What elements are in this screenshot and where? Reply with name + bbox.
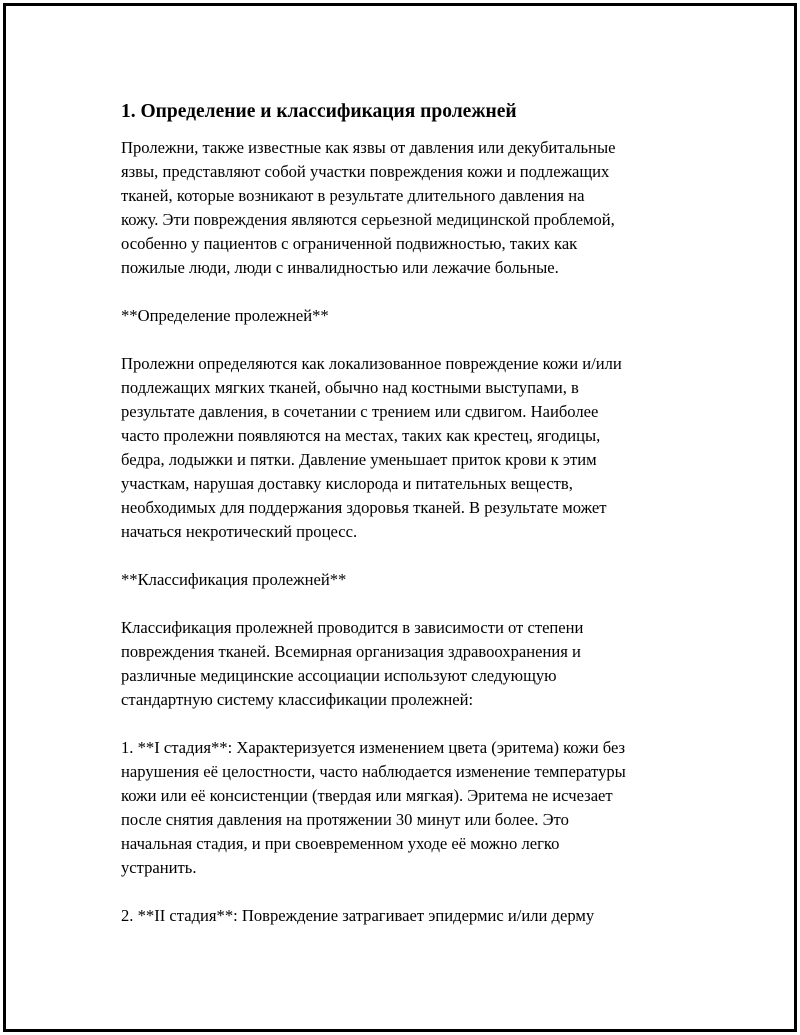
text-line: нарушения её целостности, часто наблюдается изменение температуры — [121, 762, 626, 781]
text-line: начаться некротический процесс. — [121, 522, 358, 541]
text-line: стандартную систему классификации пролежней: — [121, 690, 474, 709]
list-item-stage-1 — [121, 736, 721, 880]
text-line: необходимых для поддержания здоровья тканей. В результате может — [121, 498, 607, 517]
text-line: особенно у пациентов с ограниченной подвижностью, таких как — [121, 234, 578, 253]
paragraph-gap — [121, 592, 721, 616]
document-body — [121, 100, 721, 928]
text-line: 1. **I стадия**: Характеризуется изменением цвета (эритема) кожи без — [121, 738, 626, 757]
paragraph-gap — [121, 328, 721, 352]
text-line: начальная стадия, и при своевременном уходе её можно легко — [121, 834, 560, 853]
text-line: тканей, которые возникают в результате длительного давления на — [121, 186, 585, 205]
text-line: подлежащих мягких тканей, обычно над костными выступами, в — [121, 378, 579, 397]
subheading-definition — [121, 304, 721, 328]
paragraph-gap — [121, 280, 721, 304]
paragraph-gap — [121, 544, 721, 568]
text-line: Пролежни определяются как локализованное повреждение кожи и/или — [121, 354, 622, 373]
text-line: пожилые люди, люди с инвалидностью или лежачие больные. — [121, 258, 559, 277]
text-line: язвы, представляют собой участки повреждения кожи и подлежащих — [121, 162, 610, 181]
text-line: Пролежни, также известные как язвы от давления или декубитальные — [121, 138, 616, 157]
text-line: устранить. — [121, 858, 197, 877]
text-line: Классификация пролежней проводится в зависимости от степени — [121, 618, 584, 637]
section-heading: 1. Определение и классификация пролежней — [121, 101, 517, 122]
text-line: **Определение пролежней** — [121, 306, 329, 325]
text-line: 2. **II стадия**: Повреждение затрагивает эпидермис и/или дерму — [121, 906, 595, 925]
paragraph-classification — [121, 616, 721, 712]
text-line: **Классификация пролежней** — [121, 570, 347, 589]
list-item-stage-2 — [121, 904, 721, 928]
paragraph-gap — [121, 880, 721, 904]
page-frame — [3, 3, 797, 1032]
text-line: участкам, нарушая доставку кислорода и питательных веществ, — [121, 474, 573, 493]
text-line: результате давления, в сочетании с трением или сдвигом. Наиболее — [121, 402, 599, 421]
text-line: повреждения тканей. Всемирная организация здравоохранения и — [121, 642, 581, 661]
text-line: кожи или её консистенции (твердая или мягкая). Эритема не исчезает — [121, 786, 613, 805]
text-line: кожу. Эти повреждения являются серьезной медицинской проблемой, — [121, 210, 615, 229]
paragraph-gap — [121, 712, 721, 736]
text-line: часто пролежни появляются на местах, таких как крестец, ягодицы, — [121, 426, 601, 445]
paragraph-intro — [121, 136, 721, 280]
text-line: после снятия давления на протяжении 30 минут или более. Это — [121, 810, 569, 829]
text-line: бедра, лодыжки и пятки. Давление уменьшает приток крови к этим — [121, 450, 597, 469]
subheading-classification — [121, 568, 721, 592]
paragraph-definition — [121, 352, 721, 544]
text-line: различные медицинские ассоциации используют следующую — [121, 666, 557, 685]
